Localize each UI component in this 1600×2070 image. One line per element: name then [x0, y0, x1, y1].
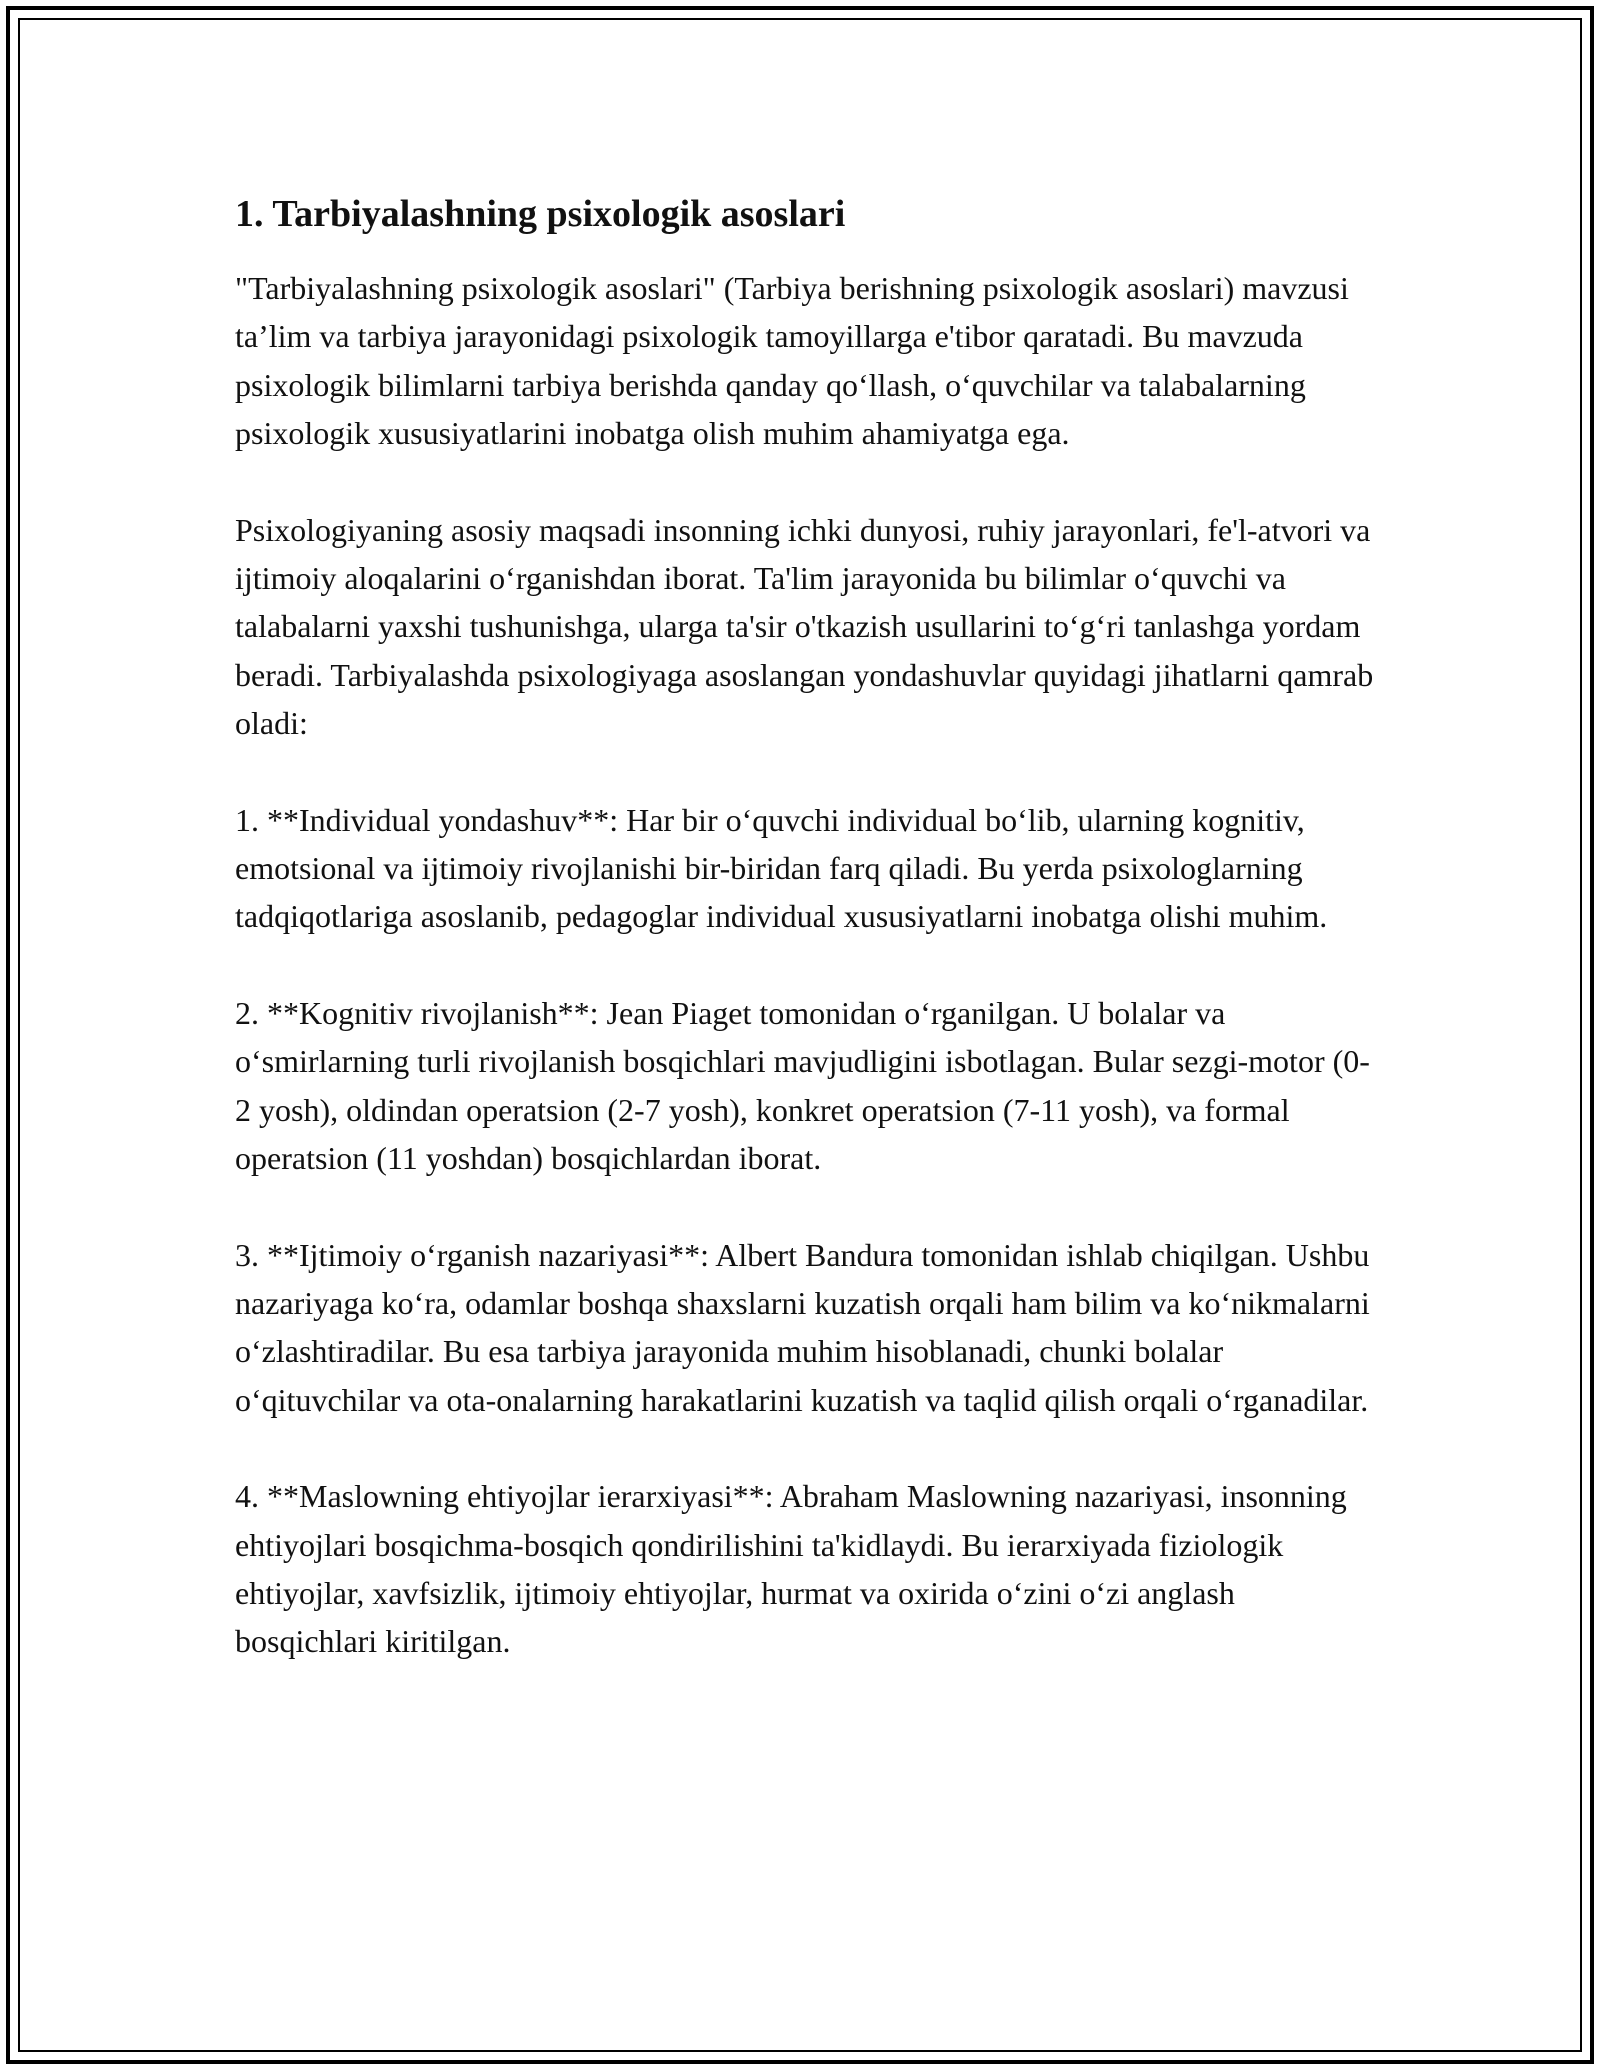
list-item-social-learning: 3. **Ijtimoiy o‘rganish nazariyasi**: Albert Bandura tomonidan ishlab chiqilgan. Ushbu nazariyaga ko‘ra, odamlar boshqa shaxslarni kuzatish orqali ham bilim va ko‘nikmalarni o‘zlashtiradilar. Bu esa tarbiya jarayonida muhim hisoblanadi, chunki bolalar o‘qituvchilar va ota-onalarning harakatlarini kuzatish va taqlid qilish orqali o‘rganadilar.	[235, 1236, 1370, 1418]
list-item-individual-approach: 1. **Individual yondashuv**: Har bir o‘quvchi individual bo‘lib, ularning kognitiv, emotsional va ijtimoiy rivojlanishi bir-biridan farq qiladi. Bu yerda psixologlarning tadqiqotlariga asoslanib, pedagoglar individual xususiyatlarni inobatga olishi muhim.	[235, 801, 1328, 935]
list-item-maslow-hierarchy: 4. **Maslowning ehtiyojlar ierarxiyasi**: Abraham Maslowning nazariyasi, insonning ehtiyojlari bosqichma-bosqich qondirilishini ta'kidlaydi. Bu ierarxiyada fiziologik ehtiyojlar, xavfsizlik, ijtimoiy ehtiyojlar, hurmat va oxirida o‘zini o‘zi anglash bosqichlari kiritilgan.	[235, 1478, 1347, 1660]
document-title: 1. Tarbiyalashning psixologik asoslari	[235, 193, 846, 235]
list-item-cognitive-development: 2. **Kognitiv rivojlanish**: Jean Piaget tomonidan o‘rganilgan. U bolalar va o‘smirlarning turli rivojlanish bosqichlari mavjudligini isbotlagan. Bular sezgi-motor (0-2 yosh), oldindan operatsion (2-7 yosh), konkret operatsion (7-11 yosh), va formal operatsion (11 yoshdan) bosqichlardan iborat.	[235, 994, 1370, 1177]
paragraph-intro: "Tarbiyalashning psixologik asoslari" (Tarbiya berishning psixologik asoslari) mavzusi ta’lim va tarbiya jarayonidagi psixologik tamoyillarga e'tibor qaratadi. Bu mavzuda psixologik bilimlarni tarbiya berishda qanday qo‘llash, o‘quvchilar va talabalarning psixologik xususiyatlarini inobatga olish muhim ahamiyatga ega.	[235, 270, 1349, 452]
paragraph-purpose: Psixologiyaning asosiy maqsadi insonning ichki dunyosi, ruhiy jarayonlari, fe'l-atvori va ijtimoiy aloqalarini o‘rganishdan iborat. Ta'lim jarayonida bu bilimlar o‘quvchi va talabalarni yaxshi tushunishga, ularga ta'sir o'tkazish usullarini to‘g‘ri tanlashga yordam beradi. Tarbiyalashda psixologiyaga asoslangan yondashuvlar quyidagi jihatlarni qamrab oladi:	[235, 511, 1374, 742]
document-body	[235, 186, 1385, 1714]
